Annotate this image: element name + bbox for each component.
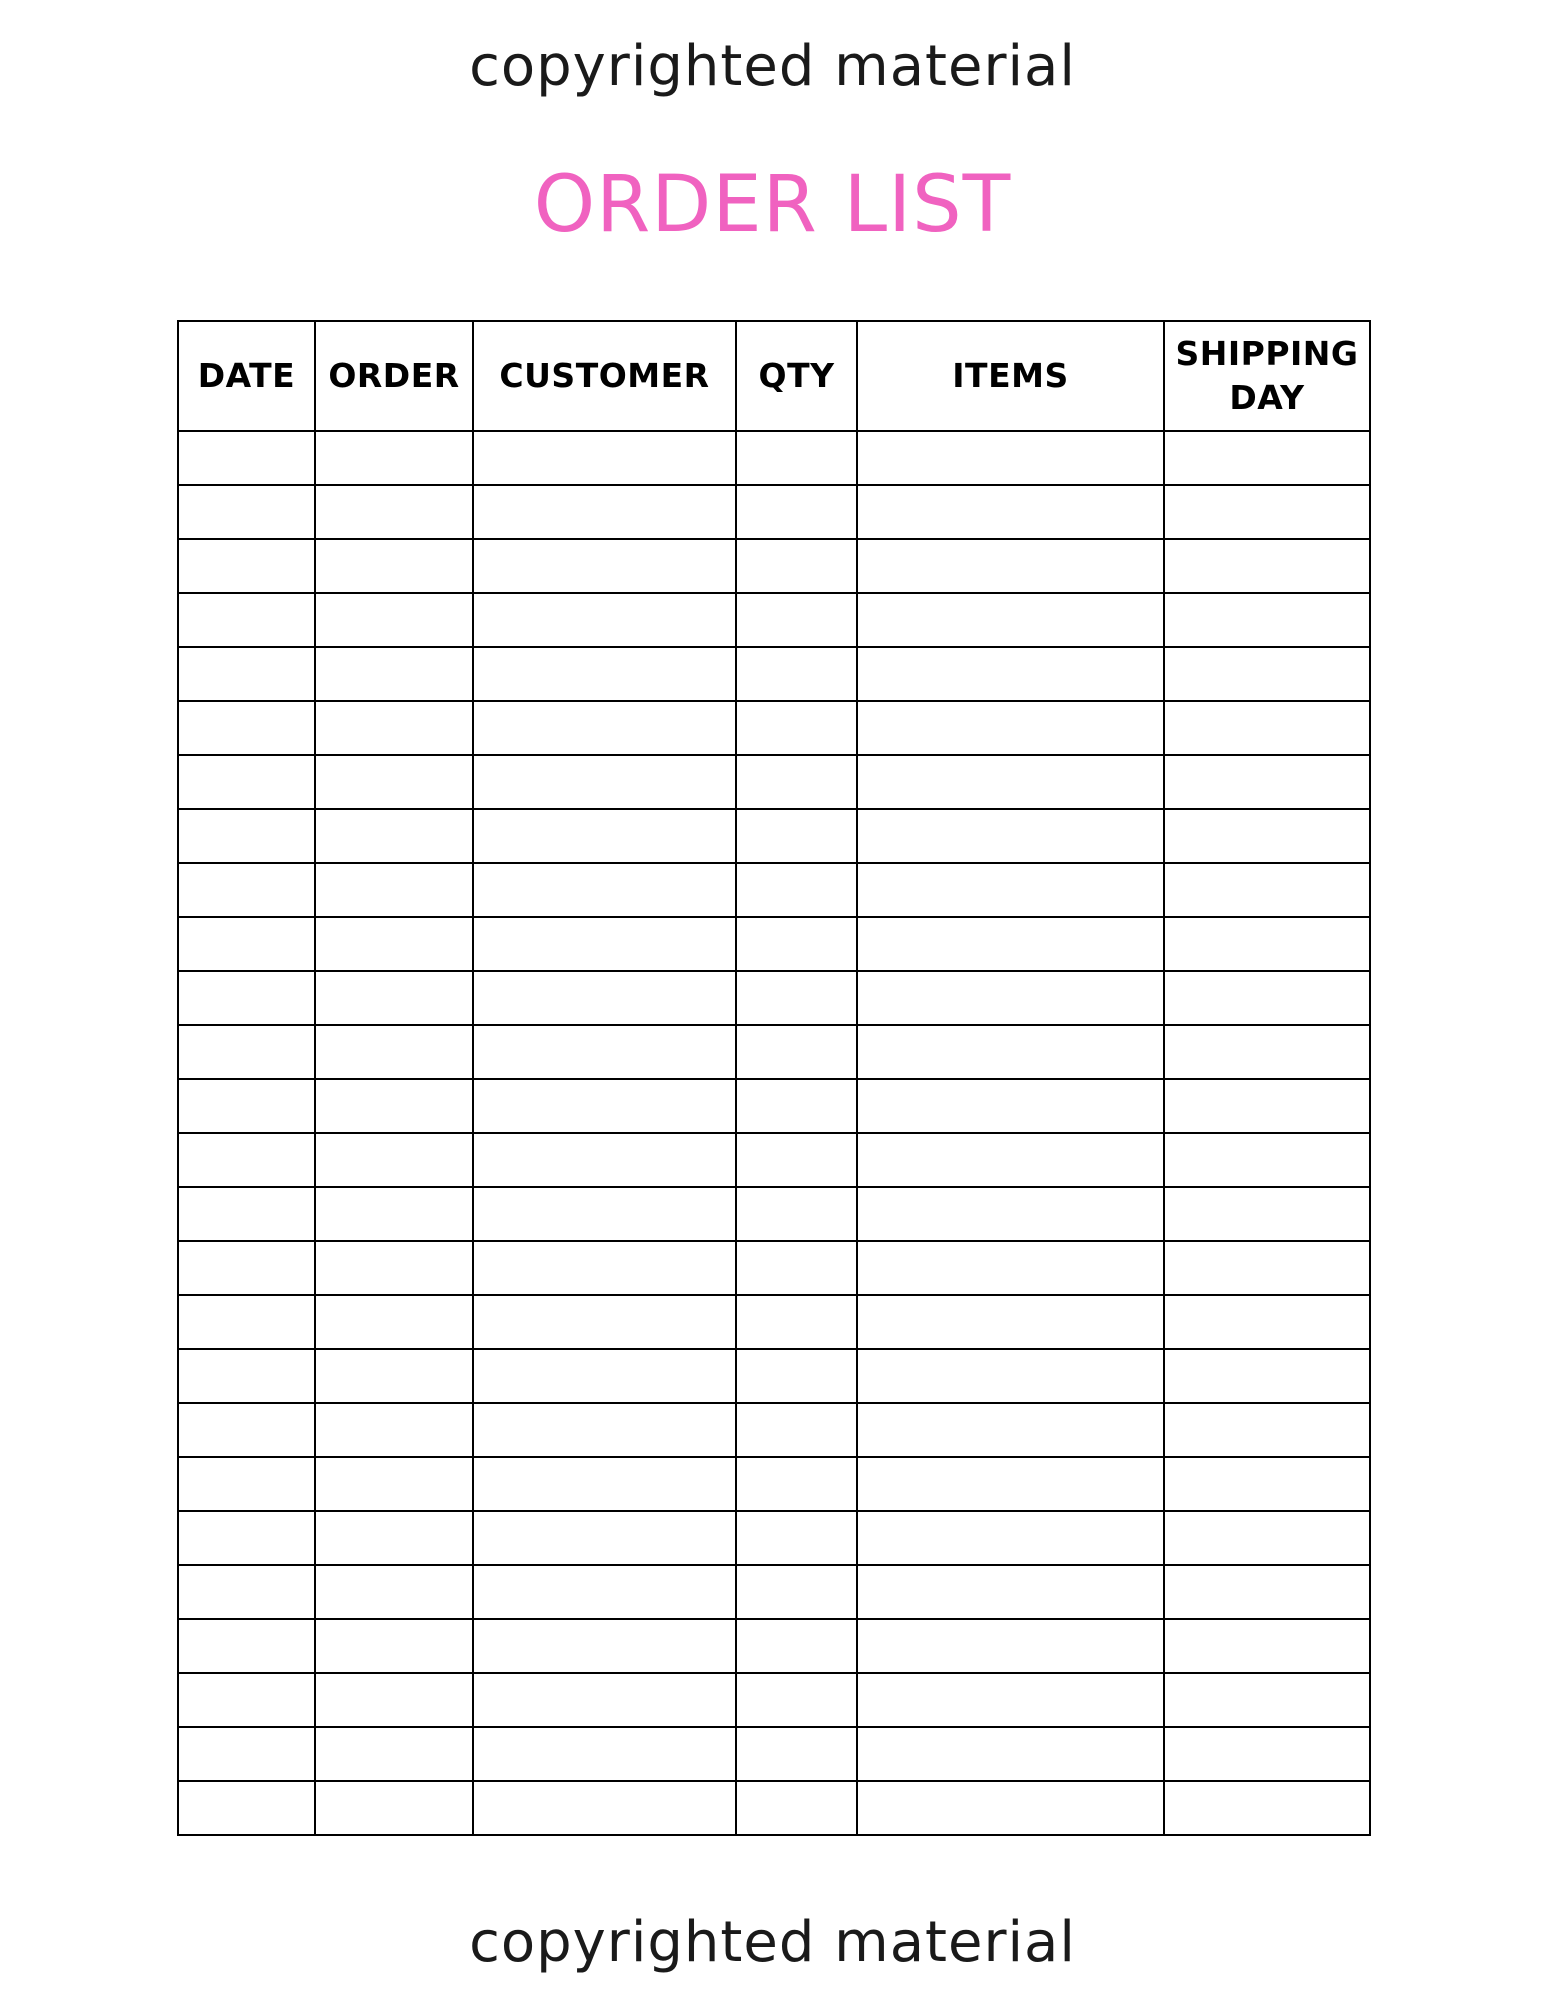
cell-qty[interactable] — [736, 701, 857, 755]
cell-order[interactable] — [315, 863, 473, 917]
order-table — [177, 320, 1371, 1836]
cell-shipping[interactable] — [1164, 431, 1370, 485]
cell-qty[interactable] — [736, 1187, 857, 1241]
cell-qty[interactable] — [736, 431, 857, 485]
cell-order[interactable] — [315, 539, 473, 593]
cell-shipping[interactable] — [1164, 1349, 1370, 1403]
cell-shipping[interactable] — [1164, 971, 1370, 1025]
table-row — [178, 1619, 1370, 1673]
cell-items[interactable] — [857, 431, 1164, 485]
cell-customer[interactable] — [473, 1241, 736, 1295]
cell-order[interactable] — [315, 1403, 473, 1457]
cell-items[interactable] — [857, 485, 1164, 539]
cell-date[interactable] — [178, 1187, 315, 1241]
cell-date[interactable] — [178, 863, 315, 917]
table-row — [178, 863, 1370, 917]
table-row — [178, 485, 1370, 539]
table-row — [178, 1673, 1370, 1727]
cell-items[interactable] — [857, 971, 1164, 1025]
cell-order[interactable] — [315, 1727, 473, 1781]
cell-customer[interactable] — [473, 755, 736, 809]
cell-order[interactable] — [315, 1295, 473, 1349]
table-row — [178, 1079, 1370, 1133]
cell-date[interactable] — [178, 1565, 315, 1619]
cell-items[interactable] — [857, 1133, 1164, 1187]
table-row — [178, 755, 1370, 809]
table-row — [178, 1565, 1370, 1619]
cell-date[interactable] — [178, 971, 315, 1025]
cell-items[interactable] — [857, 1079, 1164, 1133]
cell-date[interactable] — [178, 1079, 315, 1133]
cell-customer[interactable] — [473, 701, 736, 755]
cell-order[interactable] — [315, 1241, 473, 1295]
cell-items[interactable] — [857, 1241, 1164, 1295]
watermark-bottom: copyrighted material — [469, 1910, 1076, 1975]
cell-shipping[interactable] — [1164, 1187, 1370, 1241]
cell-date[interactable] — [178, 701, 315, 755]
cell-items[interactable] — [857, 647, 1164, 701]
cell-order[interactable] — [315, 1025, 473, 1079]
cell-shipping[interactable] — [1164, 1241, 1370, 1295]
cell-customer[interactable] — [473, 485, 736, 539]
table-body — [178, 431, 1370, 1835]
cell-items[interactable] — [857, 1673, 1164, 1727]
cell-date[interactable] — [178, 1133, 315, 1187]
table-row — [178, 1403, 1370, 1457]
cell-qty[interactable] — [736, 485, 857, 539]
cell-qty[interactable] — [736, 1025, 857, 1079]
cell-date[interactable] — [178, 485, 315, 539]
cell-qty[interactable] — [736, 1673, 857, 1727]
cell-qty[interactable] — [736, 1403, 857, 1457]
cell-items[interactable] — [857, 1403, 1164, 1457]
cell-shipping[interactable] — [1164, 1133, 1370, 1187]
cell-customer[interactable] — [473, 1025, 736, 1079]
cell-date[interactable] — [178, 1403, 315, 1457]
cell-qty[interactable] — [736, 1079, 857, 1133]
cell-order[interactable] — [315, 593, 473, 647]
cell-items[interactable] — [857, 863, 1164, 917]
cell-customer[interactable] — [473, 809, 736, 863]
cell-shipping[interactable] — [1164, 539, 1370, 593]
cell-shipping[interactable] — [1164, 593, 1370, 647]
cell-customer[interactable] — [473, 431, 736, 485]
cell-date[interactable] — [178, 1349, 315, 1403]
cell-items[interactable] — [857, 1025, 1164, 1079]
table-row — [178, 809, 1370, 863]
cell-qty[interactable] — [736, 1511, 857, 1565]
cell-qty[interactable] — [736, 1727, 857, 1781]
header-qty: QTY — [736, 321, 857, 431]
cell-order[interactable] — [315, 1619, 473, 1673]
cell-customer[interactable] — [473, 593, 736, 647]
cell-date[interactable] — [178, 809, 315, 863]
cell-items[interactable] — [857, 539, 1164, 593]
cell-shipping[interactable] — [1164, 1457, 1370, 1511]
page-title: ORDER LIST — [533, 160, 1012, 250]
cell-customer[interactable] — [473, 1349, 736, 1403]
table-row — [178, 1241, 1370, 1295]
cell-qty[interactable] — [736, 971, 857, 1025]
cell-shipping[interactable] — [1164, 1511, 1370, 1565]
cell-date[interactable] — [178, 755, 315, 809]
cell-order[interactable] — [315, 1565, 473, 1619]
table-row — [178, 1727, 1370, 1781]
cell-date[interactable] — [178, 431, 315, 485]
cell-shipping[interactable] — [1164, 701, 1370, 755]
cell-shipping[interactable] — [1164, 1673, 1370, 1727]
cell-customer[interactable] — [473, 971, 736, 1025]
cell-order[interactable] — [315, 917, 473, 971]
table-header-row — [178, 321, 1370, 431]
cell-order[interactable] — [315, 647, 473, 701]
cell-customer[interactable] — [473, 863, 736, 917]
cell-items[interactable] — [857, 1565, 1164, 1619]
table-row — [178, 1295, 1370, 1349]
order-table-container — [177, 320, 1371, 1836]
table-row — [178, 971, 1370, 1025]
cell-qty[interactable] — [736, 1781, 857, 1835]
cell-order[interactable] — [315, 1349, 473, 1403]
cell-date[interactable] — [178, 917, 315, 971]
cell-items[interactable] — [857, 593, 1164, 647]
table-row — [178, 1349, 1370, 1403]
cell-shipping[interactable] — [1164, 1295, 1370, 1349]
cell-order[interactable] — [315, 755, 473, 809]
header-customer: CUSTOMER — [473, 321, 736, 431]
cell-date[interactable] — [178, 647, 315, 701]
cell-qty[interactable] — [736, 1565, 857, 1619]
table-row — [178, 1025, 1370, 1079]
cell-qty[interactable] — [736, 1241, 857, 1295]
table-row — [178, 539, 1370, 593]
cell-shipping[interactable] — [1164, 809, 1370, 863]
cell-date[interactable] — [178, 593, 315, 647]
cell-shipping[interactable] — [1164, 485, 1370, 539]
cell-qty[interactable] — [736, 647, 857, 701]
cell-qty[interactable] — [736, 1133, 857, 1187]
cell-date[interactable] — [178, 1241, 315, 1295]
cell-items[interactable] — [857, 1619, 1164, 1673]
cell-items[interactable] — [857, 701, 1164, 755]
table-row — [178, 1457, 1370, 1511]
cell-qty[interactable] — [736, 917, 857, 971]
cell-items[interactable] — [857, 1295, 1164, 1349]
header-items: ITEMS — [857, 321, 1164, 431]
cell-order[interactable] — [315, 1187, 473, 1241]
cell-customer[interactable] — [473, 539, 736, 593]
cell-order[interactable] — [315, 1457, 473, 1511]
cell-qty[interactable] — [736, 593, 857, 647]
cell-customer[interactable] — [473, 1619, 736, 1673]
cell-date[interactable] — [178, 1511, 315, 1565]
cell-shipping[interactable] — [1164, 755, 1370, 809]
cell-qty[interactable] — [736, 755, 857, 809]
cell-customer[interactable] — [473, 1187, 736, 1241]
cell-order[interactable] — [315, 1133, 473, 1187]
table-row — [178, 1187, 1370, 1241]
cell-customer[interactable] — [473, 647, 736, 701]
table-row — [178, 1781, 1370, 1835]
cell-customer[interactable] — [473, 1511, 736, 1565]
cell-date[interactable] — [178, 1025, 315, 1079]
cell-qty[interactable] — [736, 539, 857, 593]
table-row — [178, 647, 1370, 701]
watermark-top: copyrighted material — [469, 34, 1076, 99]
cell-date[interactable] — [178, 1619, 315, 1673]
cell-items[interactable] — [857, 755, 1164, 809]
cell-customer[interactable] — [473, 1403, 736, 1457]
cell-order[interactable] — [315, 1673, 473, 1727]
cell-items[interactable] — [857, 1187, 1164, 1241]
header-shipping-day: SHIPPING DAY — [1164, 321, 1370, 431]
cell-qty[interactable] — [736, 809, 857, 863]
table-row — [178, 1511, 1370, 1565]
cell-date[interactable] — [178, 1295, 315, 1349]
cell-shipping[interactable] — [1164, 1619, 1370, 1673]
cell-order[interactable] — [315, 485, 473, 539]
cell-date[interactable] — [178, 539, 315, 593]
cell-items[interactable] — [857, 1511, 1164, 1565]
table-row — [178, 917, 1370, 971]
cell-items[interactable] — [857, 1457, 1164, 1511]
cell-customer[interactable] — [473, 1673, 736, 1727]
cell-qty[interactable] — [736, 863, 857, 917]
cell-qty[interactable] — [736, 1295, 857, 1349]
cell-shipping[interactable] — [1164, 1025, 1370, 1079]
cell-shipping[interactable] — [1164, 917, 1370, 971]
table-row — [178, 701, 1370, 755]
cell-customer[interactable] — [473, 1295, 736, 1349]
cell-order[interactable] — [315, 1781, 473, 1835]
cell-customer[interactable] — [473, 1133, 736, 1187]
cell-shipping[interactable] — [1164, 647, 1370, 701]
cell-items[interactable] — [857, 917, 1164, 971]
cell-date[interactable] — [178, 1673, 315, 1727]
cell-shipping[interactable] — [1164, 1565, 1370, 1619]
cell-shipping[interactable] — [1164, 1403, 1370, 1457]
cell-shipping[interactable] — [1164, 1079, 1370, 1133]
cell-items[interactable] — [857, 1349, 1164, 1403]
cell-customer[interactable] — [473, 1079, 736, 1133]
cell-customer[interactable] — [473, 1457, 736, 1511]
cell-order[interactable] — [315, 971, 473, 1025]
cell-items[interactable] — [857, 1781, 1164, 1835]
cell-customer[interactable] — [473, 1565, 736, 1619]
cell-order[interactable] — [315, 1079, 473, 1133]
cell-items[interactable] — [857, 1727, 1164, 1781]
cell-shipping[interactable] — [1164, 1781, 1370, 1835]
header-date: DATE — [178, 321, 315, 431]
cell-order[interactable] — [315, 431, 473, 485]
table-row — [178, 593, 1370, 647]
cell-qty[interactable] — [736, 1619, 857, 1673]
cell-order[interactable] — [315, 809, 473, 863]
cell-customer[interactable] — [473, 917, 736, 971]
cell-items[interactable] — [857, 809, 1164, 863]
header-order: ORDER — [315, 321, 473, 431]
cell-customer[interactable] — [473, 1781, 736, 1835]
cell-qty[interactable] — [736, 1457, 857, 1511]
cell-shipping[interactable] — [1164, 863, 1370, 917]
cell-order[interactable] — [315, 1511, 473, 1565]
cell-qty[interactable] — [736, 1349, 857, 1403]
table-row — [178, 431, 1370, 485]
cell-date[interactable] — [178, 1727, 315, 1781]
cell-date[interactable] — [178, 1781, 315, 1835]
cell-customer[interactable] — [473, 1727, 736, 1781]
table-row — [178, 1133, 1370, 1187]
cell-shipping[interactable] — [1164, 1727, 1370, 1781]
cell-order[interactable] — [315, 701, 473, 755]
cell-date[interactable] — [178, 1457, 315, 1511]
